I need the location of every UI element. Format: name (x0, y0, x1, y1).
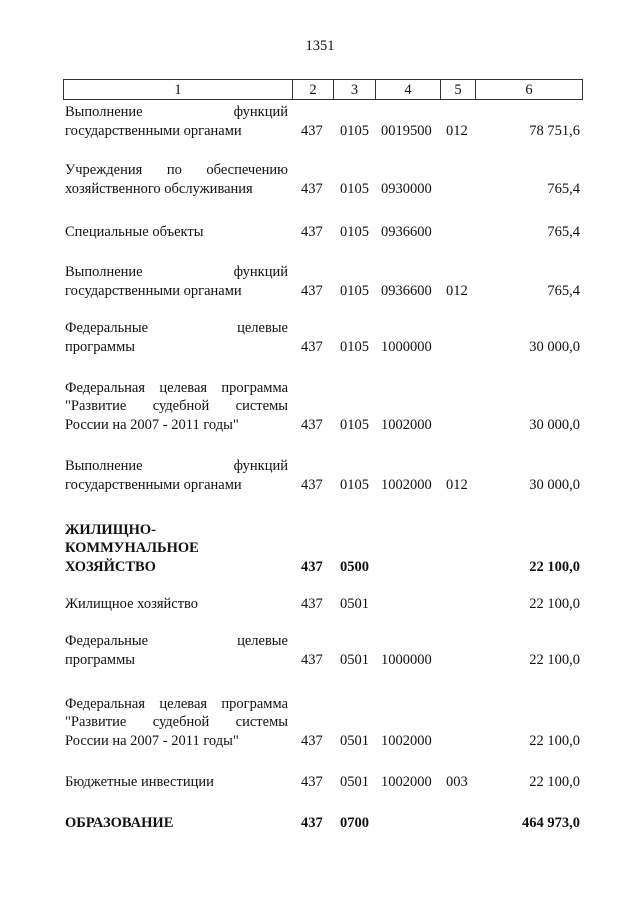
cell-c6: 464 973,0 (522, 814, 580, 831)
cell-c6: 78 751,6 (529, 122, 580, 139)
cell-c4: 0936600 (381, 223, 432, 240)
header-col-3: 3 (334, 80, 376, 99)
row-label-line: государственными органами (65, 122, 242, 139)
row-label (65, 103, 288, 140)
cell-c4: 0930000 (381, 180, 432, 197)
row-label (65, 695, 288, 751)
row-label-line: Специальные объекты (65, 223, 204, 240)
cell-c4: 1002000 (381, 416, 432, 433)
table-row (65, 263, 580, 300)
row-label-line: государственными органами (65, 476, 242, 493)
cell-c3: 0105 (340, 416, 369, 433)
row-label-line: Выполнение функций (65, 104, 288, 120)
cell-c3: 0500 (340, 558, 369, 575)
cell-c2: 437 (301, 282, 323, 299)
row-label (65, 814, 288, 833)
row-label-line: Федеральные целевые (65, 633, 288, 649)
cell-c3: 0105 (340, 223, 369, 240)
row-label (65, 773, 288, 792)
cell-c5: 012 (446, 282, 468, 299)
cell-c4: 1000000 (381, 338, 432, 355)
cell-c2: 437 (301, 732, 323, 749)
row-label-line: государственными органами (65, 282, 242, 299)
cell-c6: 30 000,0 (529, 338, 580, 355)
row-label-line: ЖИЛИЩНО- (65, 521, 157, 538)
cell-c2: 437 (301, 558, 323, 575)
row-label (65, 457, 288, 494)
row-label (65, 319, 288, 356)
cell-c3: 0700 (340, 814, 369, 831)
row-label-line: Учреждения по обеспечению (65, 162, 288, 178)
cell-c6: 22 100,0 (529, 773, 580, 790)
row-label-line: Федеральные целевые (65, 320, 288, 336)
table-row (65, 695, 580, 751)
row-label-line: программы (65, 338, 135, 355)
row-label-line: Выполнение функций (65, 264, 288, 280)
cell-c2: 437 (301, 338, 323, 355)
table-row (65, 223, 580, 242)
cell-c6: 22 100,0 (529, 558, 580, 575)
cell-c3: 0501 (340, 595, 369, 612)
cell-c2: 437 (301, 595, 323, 612)
cell-c3: 0105 (340, 476, 369, 493)
row-label-line: "Развитие судебной системы (65, 714, 288, 730)
cell-c2: 437 (301, 180, 323, 197)
row-label-line: хозяйственного обслуживания (65, 180, 253, 197)
cell-c6: 765,4 (547, 223, 580, 240)
row-label-line: Федеральная целевая программа (65, 379, 288, 396)
table-row (65, 632, 580, 669)
header-col-2: 2 (293, 80, 334, 99)
cell-c4: 0936600 (381, 282, 432, 299)
cell-c5: 012 (446, 476, 468, 493)
cell-c4: 1002000 (381, 476, 432, 493)
cell-c6: 765,4 (547, 282, 580, 299)
table-row (65, 161, 580, 198)
row-label (65, 632, 288, 669)
row-label-line: ХОЗЯЙСТВО (65, 558, 156, 575)
cell-c2: 437 (301, 122, 323, 139)
header-col-6: 6 (525, 82, 533, 98)
row-label-line: КОММУНАЛЬНОЕ (65, 540, 199, 556)
row-label-line: Федеральная целевая программа (65, 695, 288, 712)
row-label-line: России на 2007 - 2011 годы" (65, 416, 239, 433)
table-row (65, 379, 580, 435)
header-col-5: 5 (441, 80, 476, 99)
cell-c4: 0019500 (381, 122, 432, 139)
header-col-4: 4 (376, 80, 441, 99)
row-label (65, 223, 288, 242)
row-label-line: "Развитие судебной системы (65, 398, 288, 414)
row-label-line: Бюджетные инвестиции (65, 773, 214, 790)
cell-c6: 30 000,0 (529, 476, 580, 493)
cell-c2: 437 (301, 223, 323, 240)
row-label-line: программы (65, 651, 135, 668)
row-label-line: Жилищное хозяйство (65, 595, 199, 612)
cell-c6: 22 100,0 (529, 651, 580, 668)
table-header (63, 79, 583, 100)
cell-c4: 1000000 (381, 651, 432, 668)
table-row (65, 814, 580, 833)
table-row (65, 319, 580, 356)
table-row (65, 521, 580, 577)
header-col-1: 1 (64, 80, 293, 99)
cell-c3: 0105 (340, 180, 369, 197)
row-label-line: России на 2007 - 2011 годы" (65, 732, 239, 749)
cell-c2: 437 (301, 651, 323, 668)
cell-c4: 1002000 (381, 773, 432, 790)
cell-c3: 0501 (340, 732, 369, 749)
row-label-line: Выполнение функций (65, 458, 288, 474)
row-label (65, 161, 288, 198)
cell-c6: 22 100,0 (529, 595, 580, 612)
cell-c2: 437 (301, 416, 323, 433)
cell-c5: 012 (446, 122, 468, 139)
cell-c4: 1002000 (381, 732, 432, 749)
cell-c6: 30 000,0 (529, 416, 580, 433)
cell-c2: 437 (301, 814, 323, 831)
cell-c3: 0105 (340, 282, 369, 299)
cell-c2: 437 (301, 476, 323, 493)
cell-c3: 0501 (340, 773, 369, 790)
cell-c6: 765,4 (547, 180, 580, 197)
row-label (65, 595, 288, 614)
table-row (65, 595, 580, 614)
row-label (65, 521, 288, 577)
row-label (65, 379, 288, 435)
page-number: 1351 (305, 38, 335, 54)
cell-c3: 0105 (340, 122, 369, 139)
row-label-line: ОБРАЗОВАНИЕ (65, 814, 174, 831)
table-row (65, 103, 580, 140)
row-label (65, 263, 288, 300)
table-row (65, 457, 580, 494)
cell-c3: 0501 (340, 651, 369, 668)
cell-c6: 22 100,0 (529, 732, 580, 749)
cell-c5: 003 (446, 773, 468, 790)
cell-c2: 437 (301, 773, 323, 790)
table-row (65, 773, 580, 792)
cell-c3: 0105 (340, 338, 369, 355)
